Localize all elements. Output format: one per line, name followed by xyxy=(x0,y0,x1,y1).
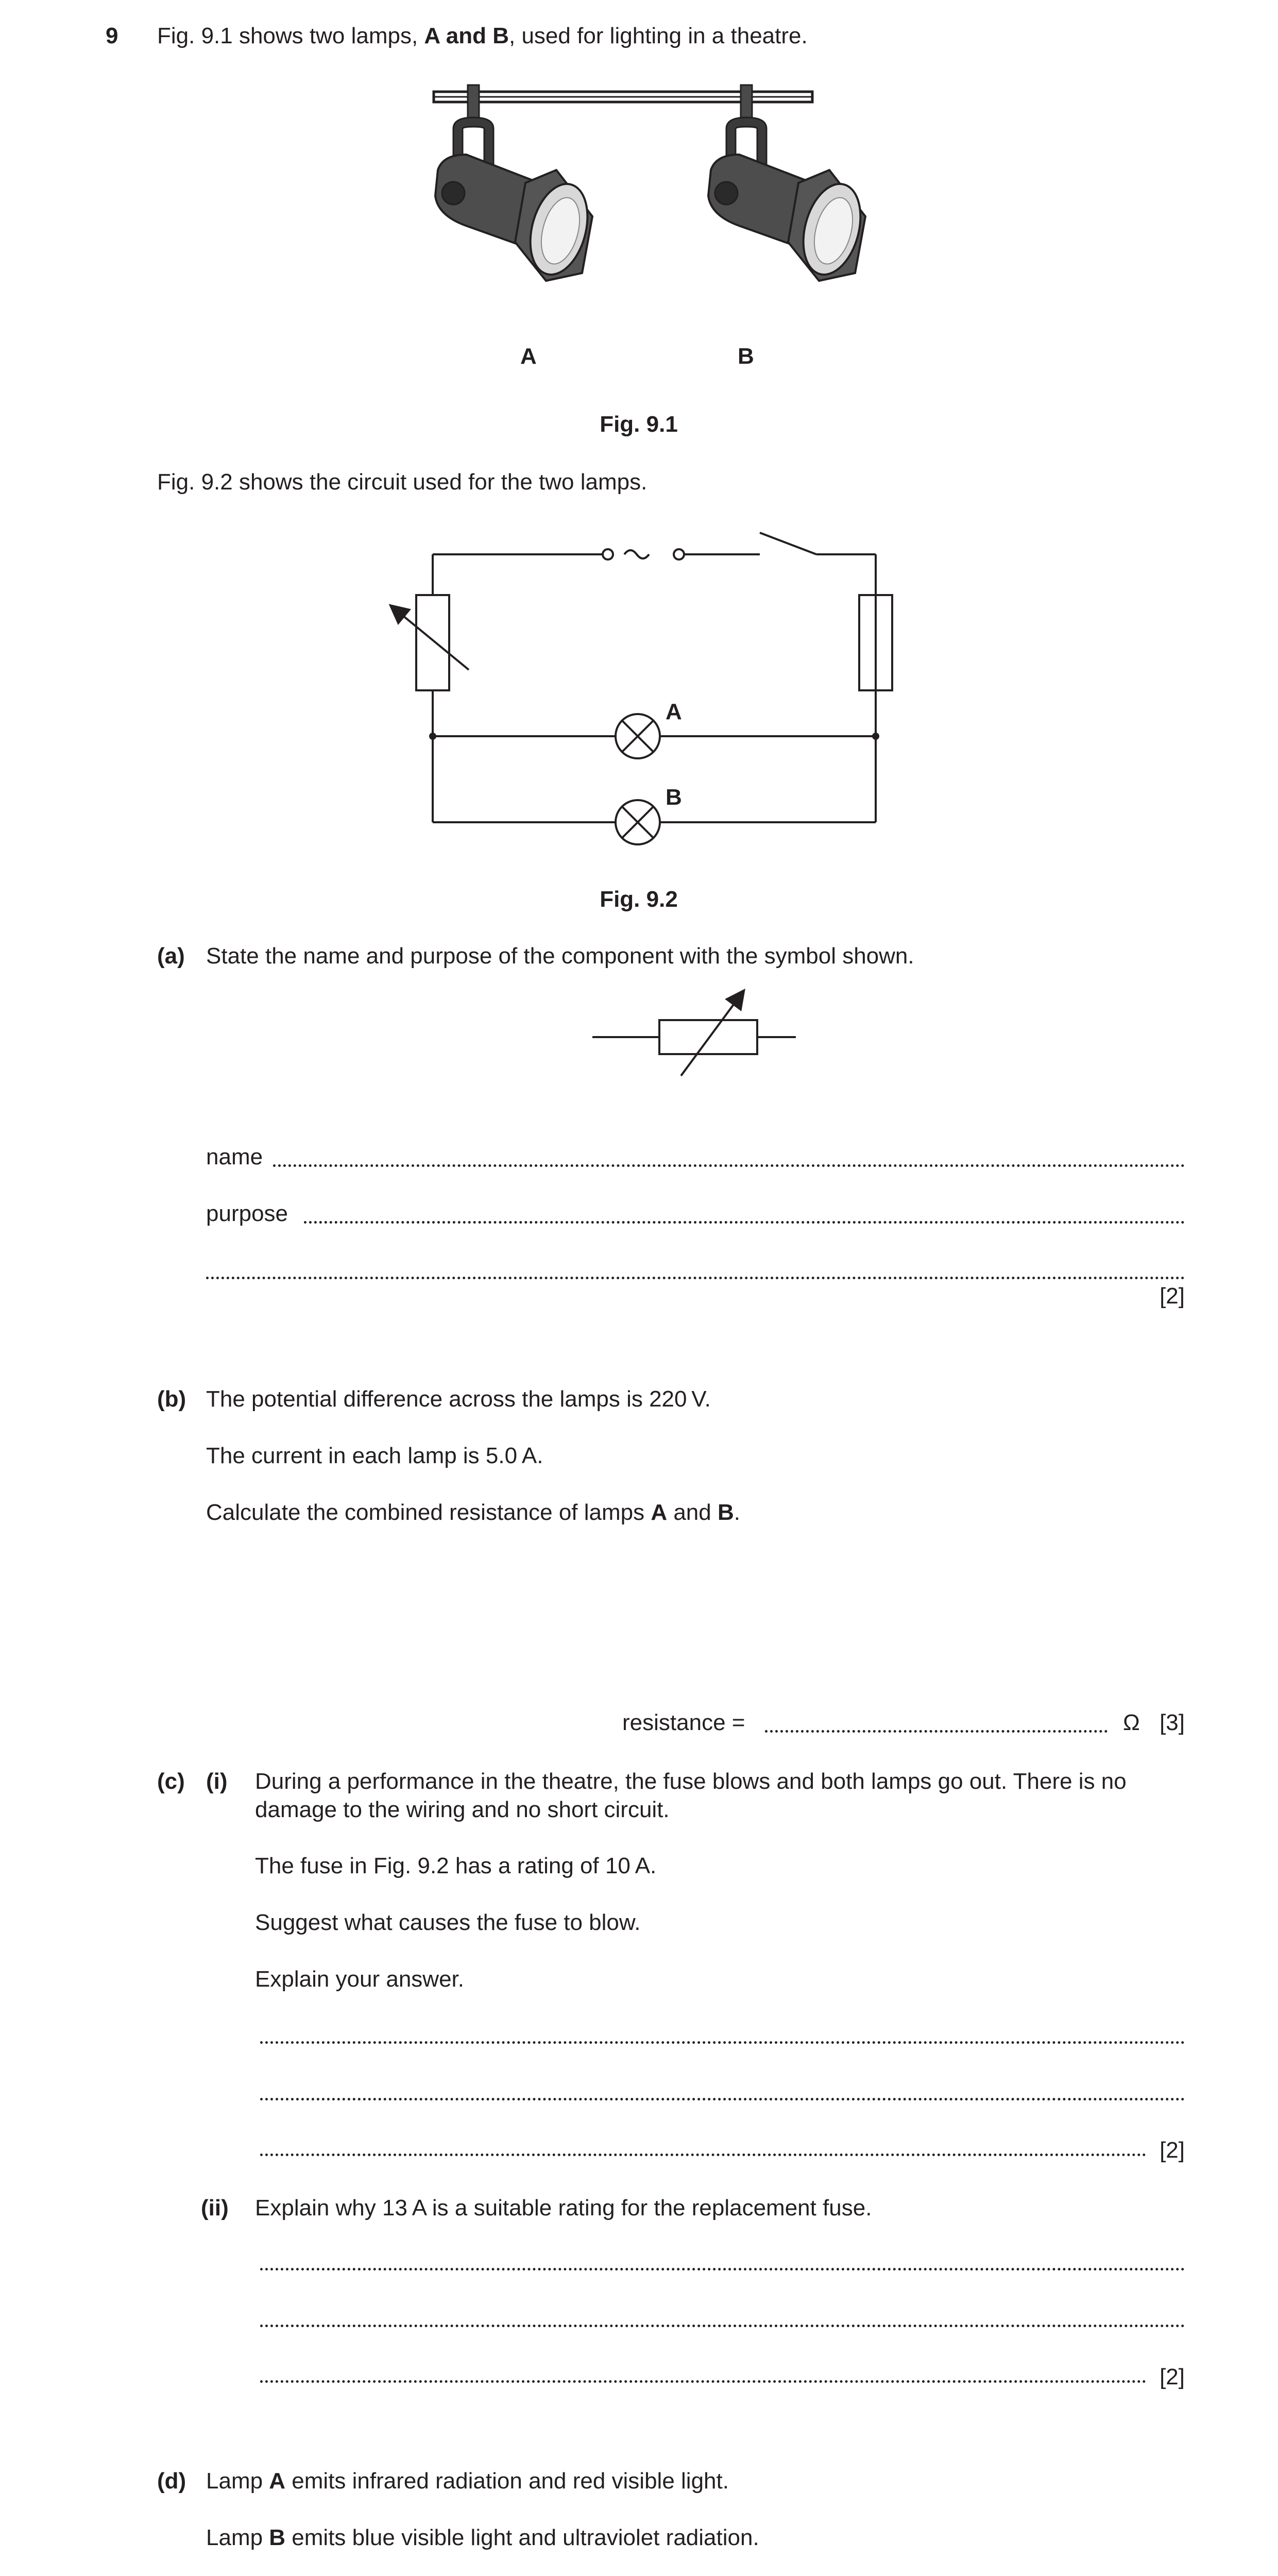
part-b-lamp-b: B xyxy=(717,1500,734,1525)
part-c-ii-marks: [2] xyxy=(1160,2364,1185,2389)
question-intro xyxy=(157,23,808,49)
part-c-ii-label: (ii) xyxy=(201,2195,229,2221)
part-b-line-3 xyxy=(206,1499,740,1526)
fig-9-2-caption: Fig. 9.2 xyxy=(600,887,678,912)
part-b-line-3-and: and xyxy=(667,1500,718,1525)
name-answer-line[interactable] xyxy=(273,1164,1185,1167)
intro-text: Fig. 9.1 shows two lamps, xyxy=(157,23,424,48)
resistance-unit: Ω xyxy=(1123,1710,1140,1735)
intro-text-end: , used for lighting in a theatre. xyxy=(509,23,808,48)
part-d-label: (d) xyxy=(157,2468,186,2494)
resistance-label: resistance = xyxy=(622,1710,745,1735)
part-c-i-line-5: Explain your answer. xyxy=(255,1967,464,1992)
resistance-answer-line[interactable] xyxy=(765,1730,1107,1733)
intro-bold-text: A and B xyxy=(424,23,509,48)
purpose-label: purpose xyxy=(206,1201,288,1226)
part-a-label: (a) xyxy=(157,943,185,969)
part-c-i-answer-line-3[interactable] xyxy=(260,2154,1146,2156)
circuit-label-b: B xyxy=(666,785,682,810)
part-d-line-2 xyxy=(206,2524,759,2551)
lamp-a-label: A xyxy=(520,344,537,369)
part-c-ii-line-1: Explain why 13 A is a suitable rating for the replacement fuse. xyxy=(255,2195,872,2221)
lamp-a-icon xyxy=(435,85,597,281)
part-d-lamp-a: A xyxy=(269,2468,286,2494)
question-number: 9 xyxy=(106,23,118,48)
part-c-ii-answer-line-2[interactable] xyxy=(260,2325,1185,2327)
part-d-line-1-text: Lamp xyxy=(206,2468,269,2494)
fig-9-1-caption: Fig. 9.1 xyxy=(600,412,678,437)
part-a-marks: [2] xyxy=(1160,1283,1185,1309)
part-c-i-answer-line-1[interactable] xyxy=(260,2041,1185,2044)
part-c-ii-answer-line-3[interactable] xyxy=(260,2380,1146,2383)
part-d-line-1-end: emits infrared radiation and red visible light. xyxy=(285,2468,729,2494)
part-b-line-3-text: Calculate the combined resistance of lamps xyxy=(206,1500,651,1525)
circuit-label-a: A xyxy=(666,699,682,724)
part-b-lamp-a: A xyxy=(651,1500,668,1525)
purpose-answer-line-2[interactable] xyxy=(206,1277,1185,1279)
part-b-line-1: The potential difference across the lamps is 220 V. xyxy=(206,1386,711,1412)
part-b-marks: [3] xyxy=(1160,1710,1185,1735)
name-label: name xyxy=(206,1144,263,1170)
part-c-i-marks: [2] xyxy=(1160,2138,1185,2163)
part-d-line-2-text: Lamp xyxy=(206,2525,269,2550)
part-c-label: (c) xyxy=(157,1769,185,1794)
circuit-intro: Fig. 9.2 shows the circuit used for the two lamps. xyxy=(157,469,647,495)
part-c-ii-answer-line-1[interactable] xyxy=(260,2268,1185,2270)
purpose-answer-line[interactable] xyxy=(304,1221,1185,1224)
part-c-i-line-1: During a performance in the theatre, the fuse blows and both lamps go out. There is no xyxy=(255,1769,1127,1794)
part-b-line-2: The current in each lamp is 5.0 A. xyxy=(206,1443,543,1468)
lamp-b-icon xyxy=(708,85,870,281)
part-c-i-label: (i) xyxy=(206,1769,228,1794)
part-c-i-line-3: The fuse in Fig. 9.2 has a rating of 10 A. xyxy=(255,1853,657,1878)
part-d-lamp-b: B xyxy=(269,2525,286,2550)
part-b-line-3-end: . xyxy=(734,1500,740,1525)
part-d-line-2-end: emits blue visible light and ultraviolet radiation. xyxy=(285,2525,759,2550)
part-c-i-line-2: damage to the wiring and no short circuit. xyxy=(255,1797,670,1822)
part-d-line-1 xyxy=(206,2468,729,2495)
part-c-i-line-4: Suggest what causes the fuse to blow. xyxy=(255,1910,641,1935)
part-c-i-answer-line-2[interactable] xyxy=(260,2098,1185,2100)
part-b-label: (b) xyxy=(157,1386,186,1412)
lamp-b-label: B xyxy=(738,344,754,369)
part-a-prompt: State the name and purpose of the component with the symbol shown. xyxy=(206,943,914,969)
